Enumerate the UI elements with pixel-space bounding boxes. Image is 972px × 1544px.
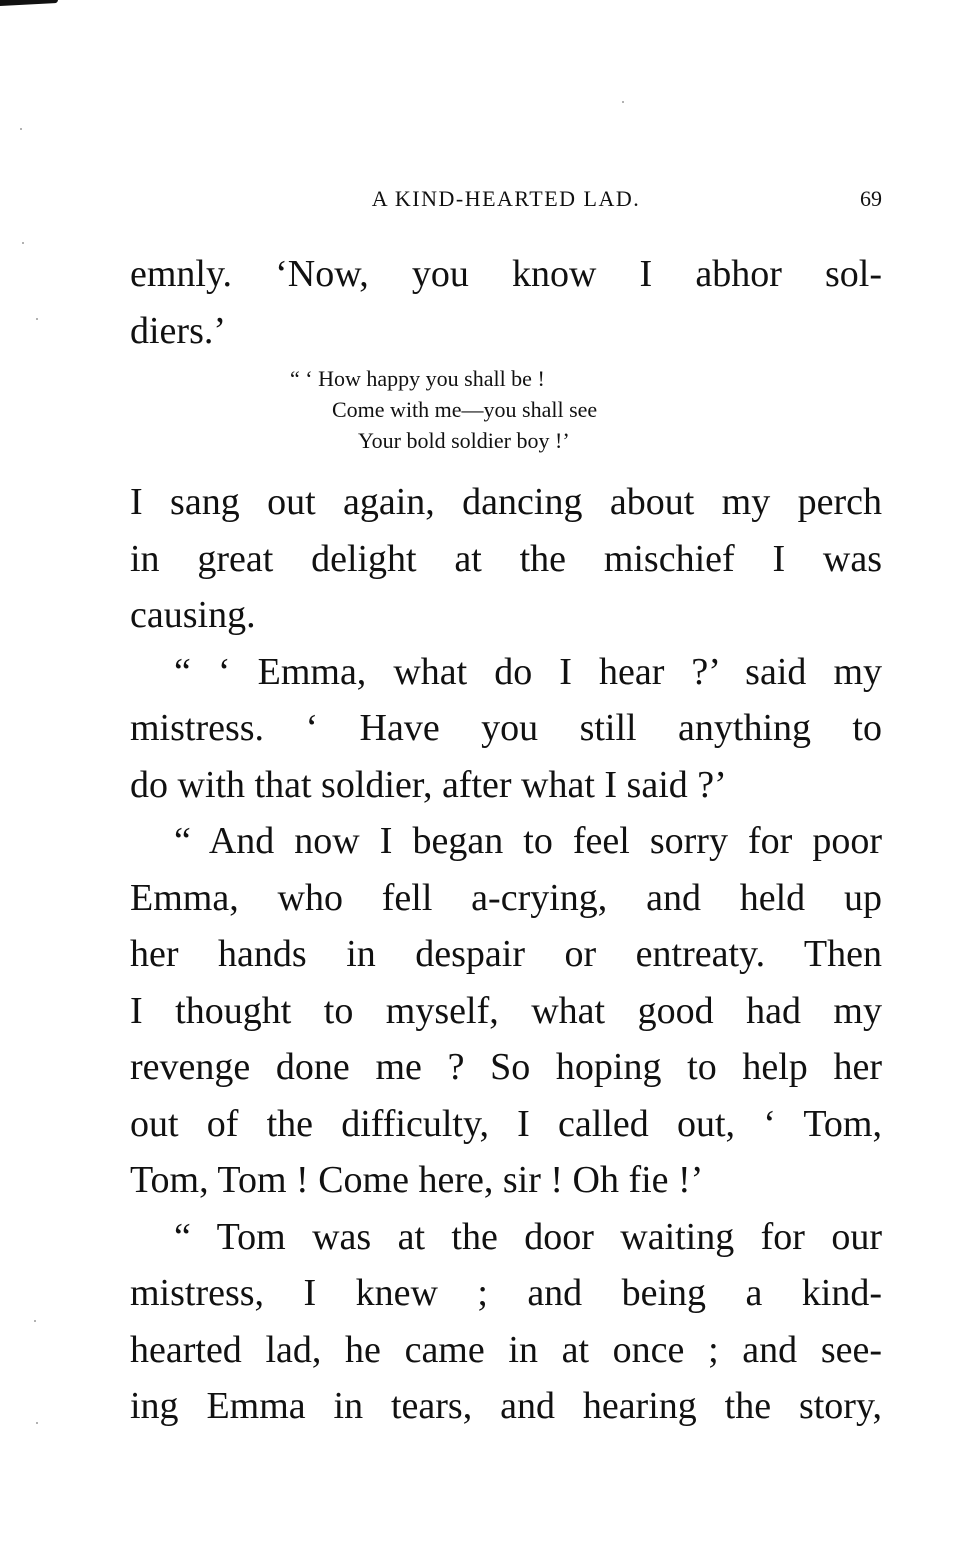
text-line: emnly. ‘Now, you know I abhor sol- [130,253,882,295]
scan-speck [36,318,38,320]
running-head [130,186,882,216]
text-line: causing. [130,594,256,636]
text-line: “ ‘ Emma, what do I hear ?’ said my [174,650,882,693]
page-number: 69 [860,186,882,211]
scan-speck [36,1422,38,1424]
scan-speck [20,128,22,130]
text-line: I thought to myself, what good had my [130,989,882,1032]
page-text [130,246,882,1435]
text-line: revenge done me ? So hoping to help her [130,1046,882,1088]
verse-line: “ ‘ How happy you shall be ! [290,366,545,391]
text-line: do with that soldier, after what I said ?’ [130,763,727,806]
text-line: in great delight at the mischief I was [130,537,882,580]
text-line: out of the difficulty, I called out, ‘ Tom, [130,1102,882,1145]
text-line: “ And now I began to feel sorry for poor [174,820,882,862]
text-line: hearted lad, he came in at once ; and see- [130,1328,882,1371]
scan-corner-mark [0,0,58,6]
verse-line: Your bold soldier boy !’ [358,428,570,453]
running-title: A KIND-HEARTED LAD. [371,186,641,211]
text-line: mistress, I knew ; and being a kind- [130,1272,882,1314]
text-line: her hands in despair or entreaty. Then [130,933,882,975]
scan-speck [622,101,624,103]
text-line: Tom, Tom ! Come here, sir ! Oh fie !’ [130,1159,704,1201]
text-line: mistress. ‘ Have you still anything to [130,707,882,749]
text-line: I sang out again, dancing about my perch [130,481,882,523]
text-line: “ Tom was at the door waiting for our [174,1215,882,1258]
text-line: Emma, who fell a-crying, and held up [130,876,882,919]
scan-speck [22,242,24,244]
text-line: ing Emma in tears, and hearing the story, [130,1385,882,1427]
verse-line: Come with me—you shall see [332,397,598,422]
text-line: diers.’ [130,309,227,352]
scan-speck [34,1320,36,1322]
song-verse [130,363,882,456]
